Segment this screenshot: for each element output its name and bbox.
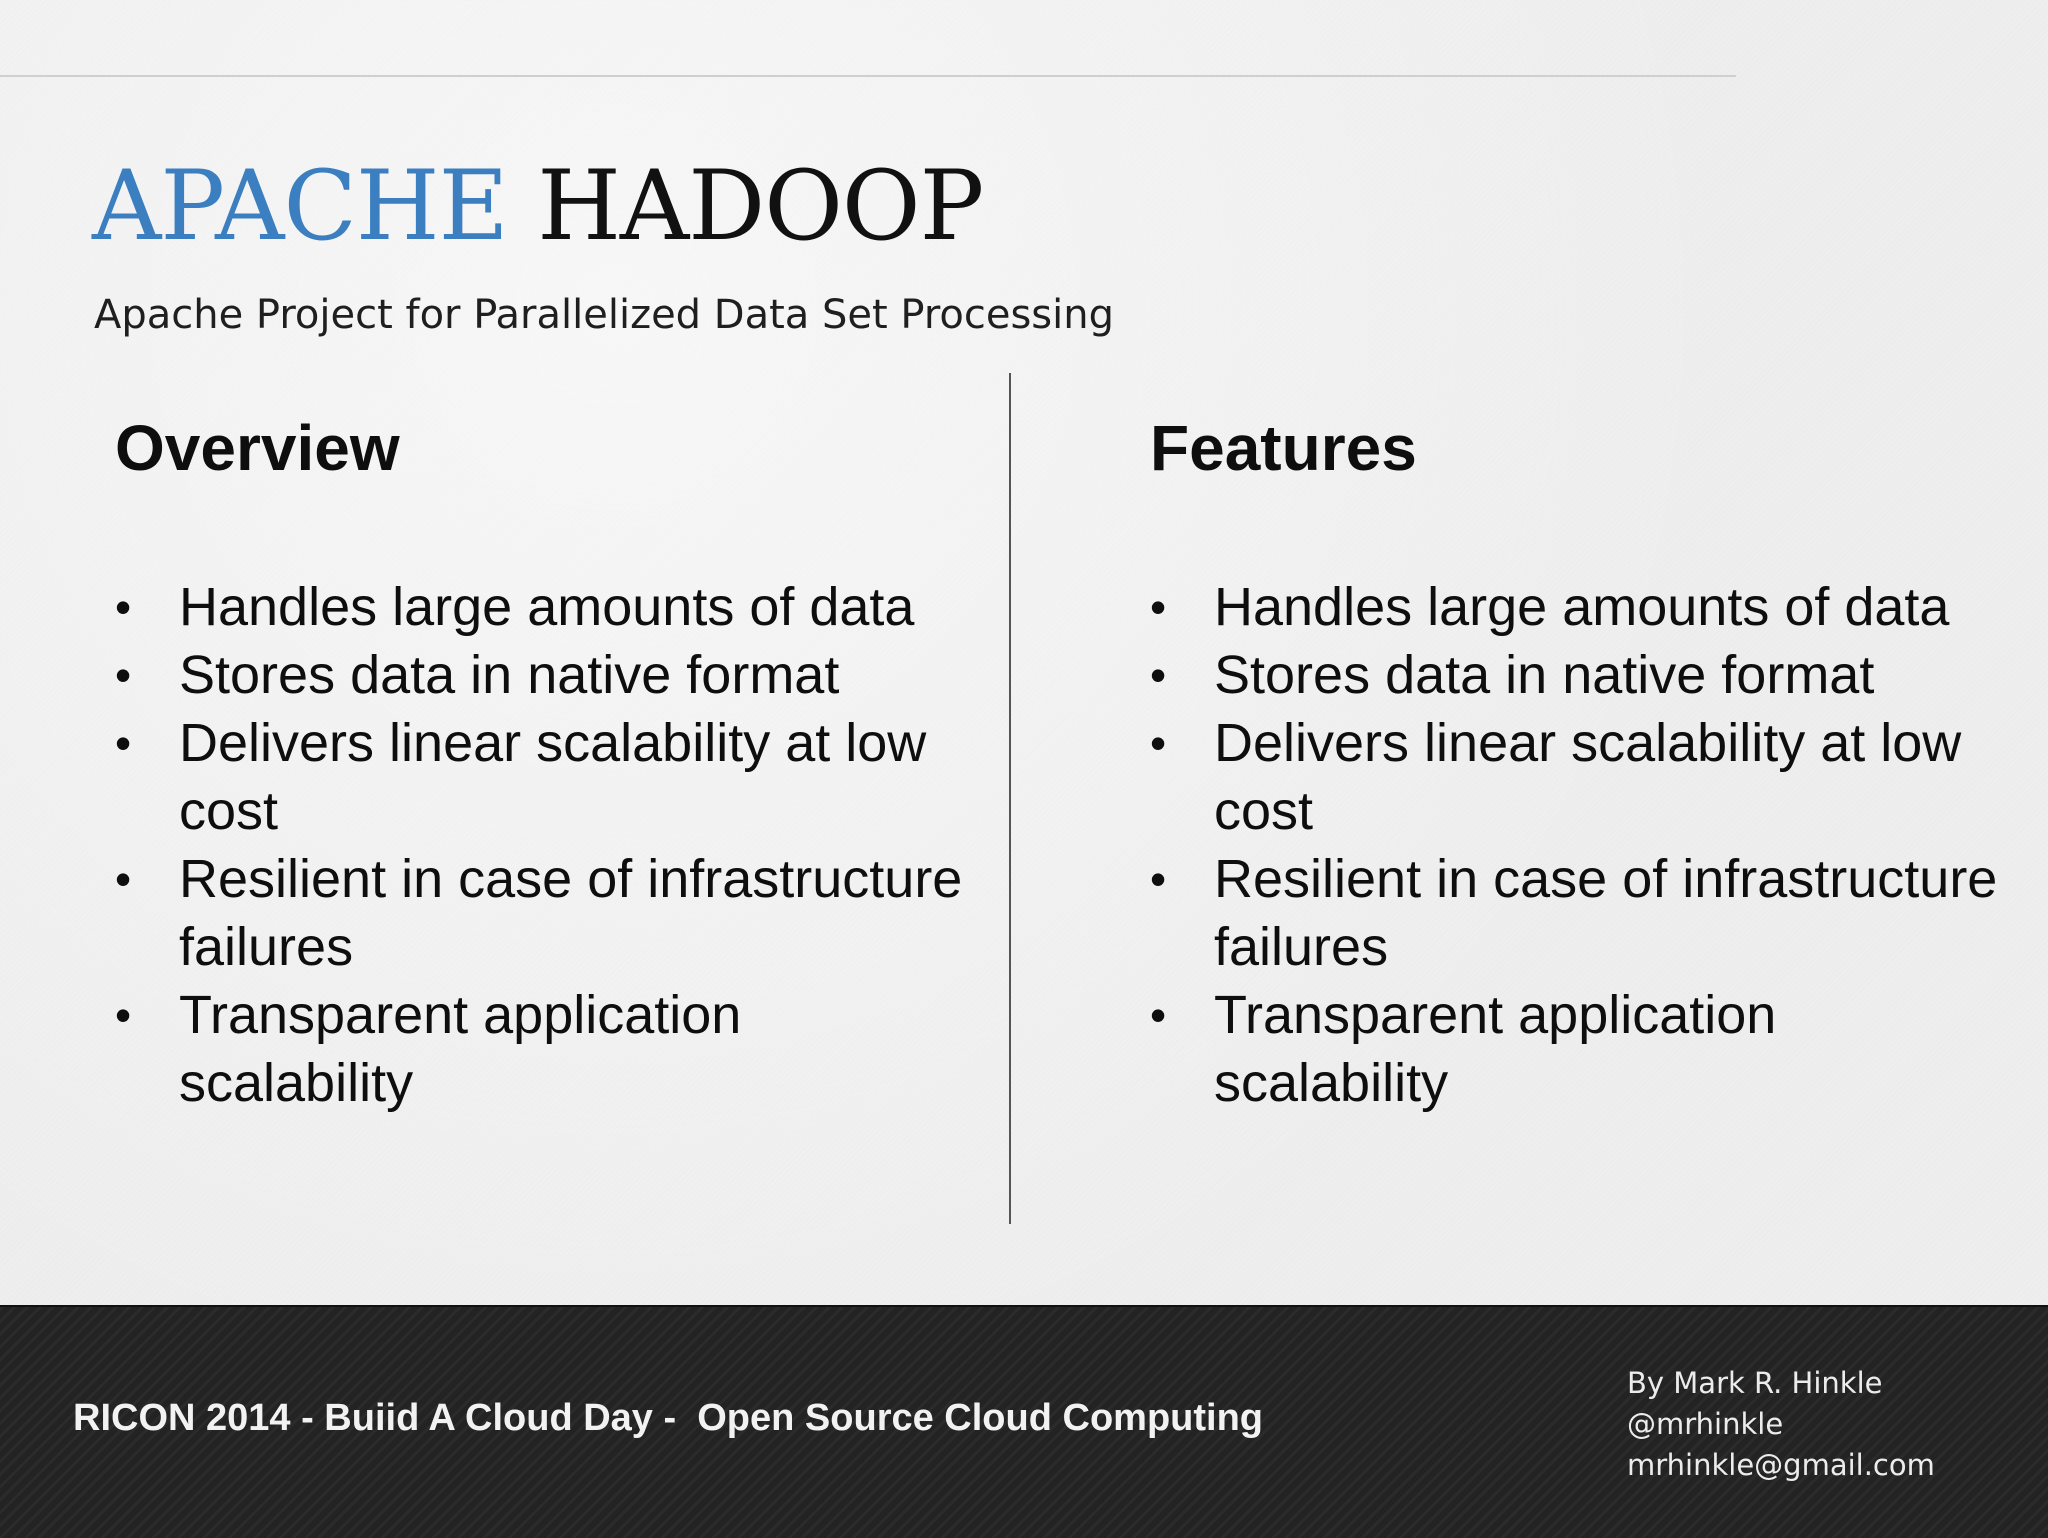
features-bullet-text: Delivers linear scalability at low cost — [1214, 713, 1962, 841]
overview-bullet-item — [115, 981, 975, 1117]
bullet-icon: • — [115, 581, 132, 633]
overview-bullet-item — [115, 709, 975, 845]
features-bullet-text: Handles large amounts of data — [1214, 577, 1950, 637]
overview-bullet-text: Transparent application scalability — [179, 985, 742, 1113]
bullet-icon: • — [115, 649, 132, 701]
bullet-icon: • — [115, 853, 132, 905]
bullet-icon: • — [1150, 649, 1167, 701]
features-bullet-text: Resilient in case of infrastructure failures — [1214, 849, 1998, 977]
overview-bullet-item — [115, 641, 975, 709]
footer-event-title: RICON 2014 - Buiid A Cloud Day - Open Source Cloud Computing — [73, 1397, 1264, 1439]
overview-bullet-text: Stores data in native format — [179, 645, 840, 705]
bullet-icon: • — [115, 989, 132, 1041]
slide-footer — [0, 1305, 2048, 1538]
overview-heading: Overview — [115, 412, 400, 484]
footer-author-name: By Mark R. Hinkle — [1627, 1366, 1883, 1400]
features-bullet-item — [1150, 981, 2010, 1117]
title-main-word: HADOOP — [537, 150, 984, 262]
features-bullet-item — [1150, 709, 2010, 845]
features-column — [1150, 410, 2010, 1113]
bullet-icon: • — [115, 717, 132, 769]
bullet-icon: • — [1150, 581, 1167, 633]
bullet-icon: • — [1150, 989, 1167, 1041]
features-bullet-item — [1150, 845, 2010, 981]
overview-bullet-text: Resilient in case of infrastructure failures — [179, 849, 963, 977]
overview-bullet-item — [115, 845, 975, 981]
overview-bullet-list — [115, 573, 975, 1117]
features-bullet-text: Transparent application scalability — [1214, 985, 1777, 1113]
top-divider-line — [0, 75, 1736, 77]
features-bullet-item — [1150, 573, 2010, 641]
overview-column — [115, 410, 975, 1113]
footer-author-block — [1627, 1363, 1935, 1486]
slide-title — [92, 150, 984, 262]
bullet-icon: • — [1150, 853, 1167, 905]
footer-author-email: mrhinkle@gmail.com — [1627, 1448, 1935, 1482]
overview-bullet-item — [115, 573, 975, 641]
title-accent-word: APACHE — [92, 150, 508, 262]
footer-author-handle: @mrhinkle — [1627, 1407, 1784, 1441]
features-heading: Features — [1150, 412, 1417, 484]
features-bullet-text: Stores data in native format — [1214, 645, 1875, 705]
bullet-icon: • — [1150, 717, 1167, 769]
column-divider — [1009, 373, 1011, 1224]
overview-bullet-text: Handles large amounts of data — [179, 577, 915, 637]
slide-subtitle: Apache Project for Parallelized Data Set Processing — [94, 292, 1114, 338]
features-bullet-list — [1150, 573, 2010, 1117]
features-bullet-item — [1150, 641, 2010, 709]
overview-bullet-text: Delivers linear scalability at low cost — [179, 713, 927, 841]
